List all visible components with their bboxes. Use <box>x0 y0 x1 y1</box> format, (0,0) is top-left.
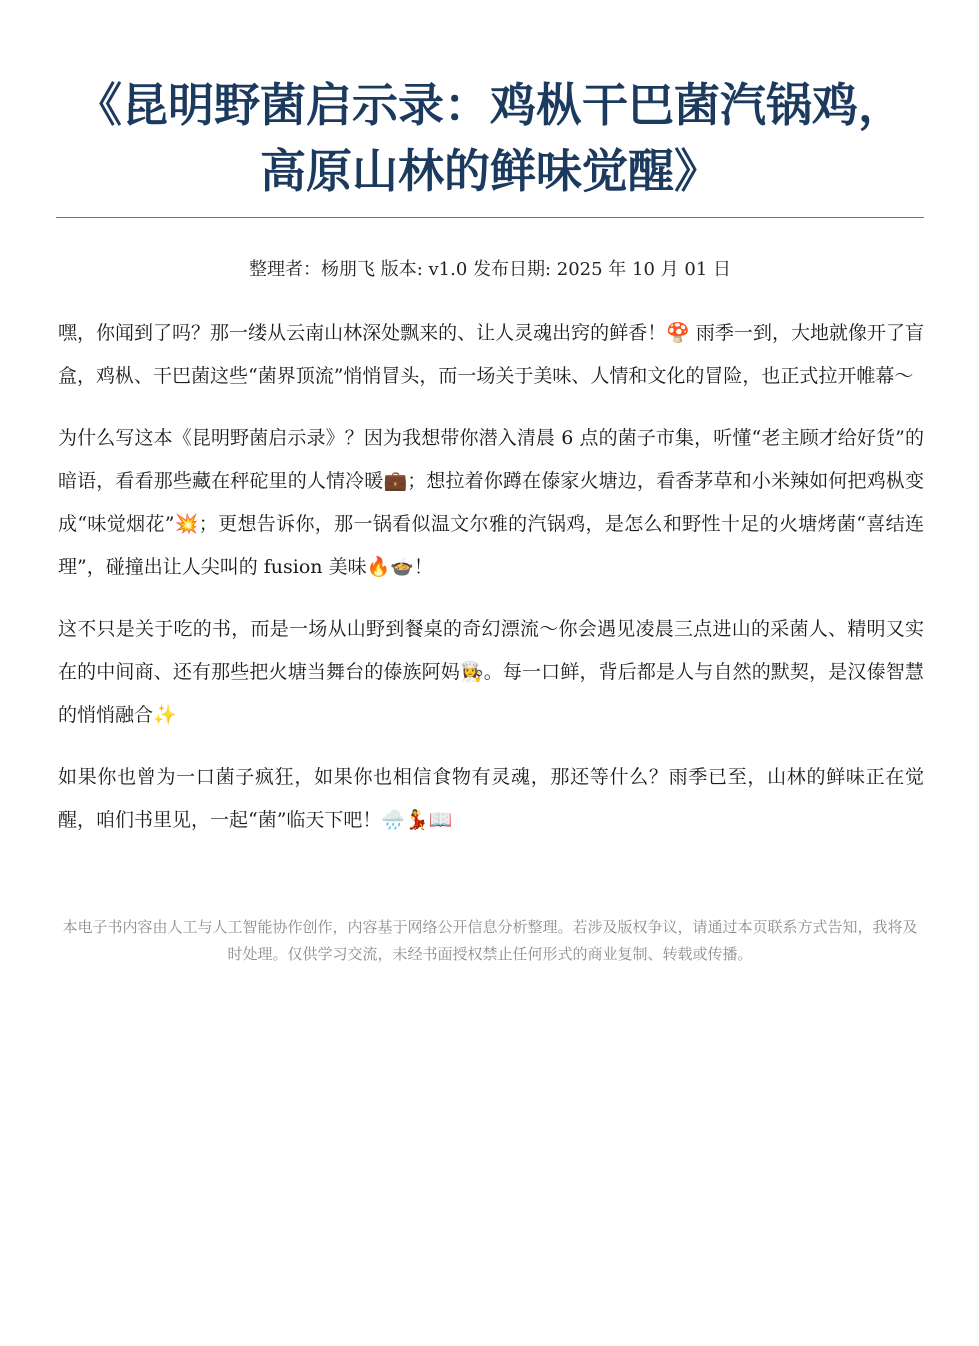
document-meta: 整理者：杨朋飞 版本: v1.0 发布日期: 2025 年 10 月 01 日 <box>248 259 732 280</box>
journey-paragraph: 这不只是关于吃的书，而是一场从山野到餐桌的奇幻漂流～你会遇见凌晨三点进山的采菌人、精明又实在的中间商、还有那些把火塘当舞台的傣族阿妈👩‍🍳。每一口鲜，背后都是人与自然的默契，是汉傣智慧的悄悄融合✨ <box>58 618 924 726</box>
document-body <box>58 312 924 861</box>
intro-paragraph: 嘿，你闻到了吗？那一缕从云南山林深处飘来的、让人灵魂出窍的鲜香！🍄 雨季一到，大地就像开了盲盒，鸡枞、干巴菌这些“菌界顶流”悄悄冒头，而一场关于美味、人情和文化的冒险，也正式拉开帷幕～ <box>58 322 924 387</box>
title-divider <box>56 217 924 218</box>
invitation-paragraph: 如果你也曾为一口菌子疯狂，如果你也相信食物有灵魂，那还等什么？雨季已至，山林的鲜味正在觉醒，咱们书里见，一起“菌”临天下吧！🌧️💃📖 <box>58 766 924 831</box>
purpose-paragraph: 为什么写这本《昆明野菌启示录》？因为我想带你潜入清晨 6 点的菌子市集，听懂“老主顾才给好货”的暗语，看看那些藏在秤砣里的人情冷暖💼；想拉着你蹲在傣家火塘边，看香茅草和小米辣如何把鸡枞变成“味觉烟花”💥；更想告诉你，那一锅看似温文尔雅的汽锅鸡，是怎么和野性十足的火塘烤菌“喜结连理”，碰撞出让人尖叫的 fusion 美味🔥🍲！ <box>58 427 924 578</box>
document-title: 《昆明野菌启示录：鸡枞干巴菌汽锅鸡，高原山林的鲜味觉醒》 <box>76 78 904 198</box>
copyright-disclaimer: 本电子书内容由人工与人工智能协作创作，内容基于网络公开信息分析整理。若涉及版权争议，请通过本页联系方式告知，我将及时处理。仅供学习交流，未经书面授权禁止任何形式的商业复制、转载或传播。 <box>62 918 918 963</box>
